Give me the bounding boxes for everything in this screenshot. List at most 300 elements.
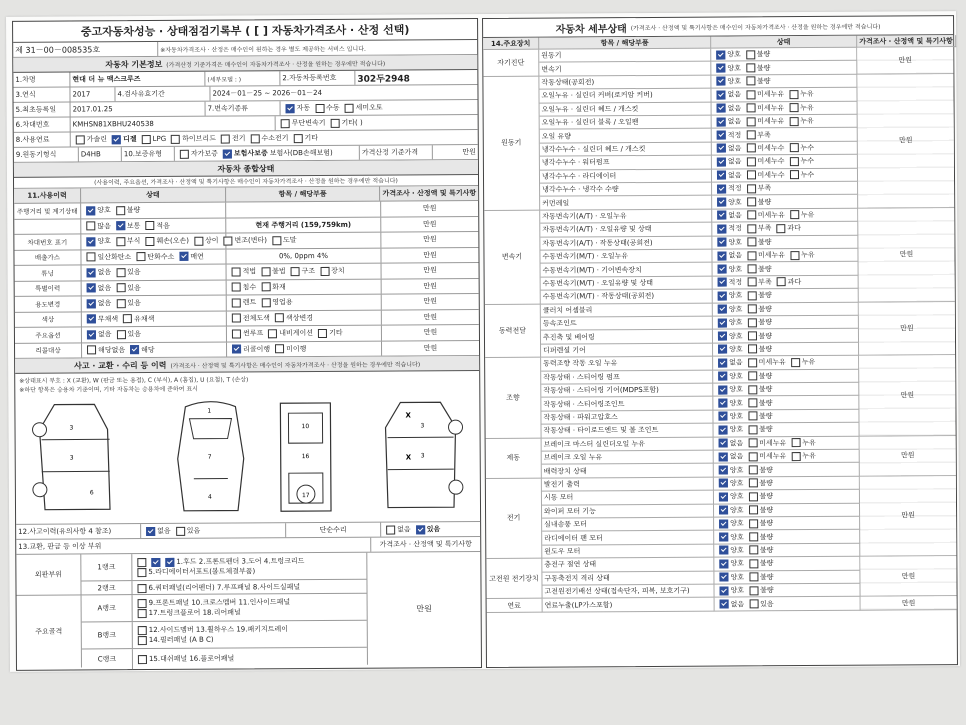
outer-panel-label: 외판부위 — [16, 554, 81, 594]
detail-item: 커먼레일 — [540, 196, 712, 210]
detail-state-checkbox[interactable] — [791, 438, 800, 447]
label-simple-repair: 단순수리 — [286, 523, 381, 538]
detail-state-checkbox[interactable] — [746, 130, 755, 139]
detail-state-checkbox[interactable] — [719, 559, 728, 568]
detail-state-checkbox[interactable] — [749, 599, 758, 608]
detail-item: 발전기 출력 — [542, 477, 714, 491]
fuel-option — [109, 134, 137, 144]
detail-state-checkbox[interactable] — [718, 278, 727, 287]
summary-row-amount: 만원 — [423, 344, 438, 353]
detail-state-checkbox[interactable] — [719, 439, 728, 448]
summary-item-option-label: 화재 — [272, 282, 286, 292]
summary-item-option-label: 구조 — [301, 267, 316, 276]
fuel-option — [139, 134, 167, 143]
summary-state-checkbox[interactable] — [116, 283, 125, 292]
rank2-items: 6.쿼터패널(리어펜더) 7.루프패널 8.사이드실패널 — [148, 583, 301, 593]
svg-text:7: 7 — [207, 453, 212, 461]
summary-state-option-label: 변조(변타) — [234, 236, 268, 245]
summary-item-checkbox[interactable] — [320, 267, 329, 276]
detail-state-checkbox[interactable] — [746, 144, 755, 153]
detail-state-option-label: 불량 — [758, 412, 773, 421]
opt-semiauto: 세미오토 — [355, 103, 383, 112]
detail-state-option — [786, 156, 814, 166]
summary-item-option — [258, 266, 286, 276]
detail-state-option — [744, 304, 772, 314]
summary-state-checkbox[interactable] — [86, 253, 95, 262]
summary-state-option-label: 양호 — [97, 237, 111, 246]
summary-item-option-label: 미이행 — [286, 344, 307, 353]
detail-state-checkbox[interactable] — [718, 385, 727, 394]
summary-state-checkbox[interactable] — [116, 330, 125, 339]
detail-state-checkbox[interactable] — [719, 506, 728, 515]
fuel-option-label: 가솔린 — [86, 135, 108, 144]
detail-state-option-label: 불량 — [758, 305, 772, 314]
checkbox-semiauto[interactable] — [345, 103, 354, 112]
detail-state — [712, 155, 858, 169]
detail-state-checkbox[interactable] — [718, 399, 727, 408]
summary-item-checkbox[interactable] — [261, 283, 270, 292]
detail-state-checkbox[interactable] — [746, 50, 755, 59]
detail-state-checkbox[interactable] — [749, 519, 758, 528]
accident-title: 사고 · 교환 · 수리 등 이력 — [74, 360, 167, 370]
detail-state-option — [788, 438, 816, 448]
detail-state-checkbox[interactable] — [717, 198, 726, 207]
checkbox-insurer-warranty[interactable] — [223, 149, 232, 158]
detail-state-checkbox[interactable] — [747, 224, 756, 233]
summary-item-option-label: 불법 — [272, 267, 286, 276]
detail-state-checkbox[interactable] — [747, 184, 756, 193]
detail-state-checkbox[interactable] — [789, 144, 798, 153]
summary-state-checkbox[interactable] — [116, 221, 125, 230]
checkbox-accident-none[interactable] — [146, 527, 155, 536]
checkbox-cvt[interactable] — [281, 119, 290, 128]
summary-state-checkbox[interactable] — [87, 284, 96, 293]
detail-state-option — [787, 170, 815, 180]
detail-state — [712, 141, 858, 155]
detail-state-checkbox[interactable] — [747, 305, 756, 314]
detail-state-option — [746, 505, 774, 515]
detail-state-option-label: 양호 — [729, 345, 743, 354]
summary-state-checkbox[interactable] — [179, 252, 188, 261]
detail-state-checkbox[interactable] — [717, 144, 726, 153]
summary-item-checkbox[interactable] — [232, 283, 241, 292]
checkbox-door[interactable] — [165, 557, 174, 566]
detail-state-checkbox[interactable] — [717, 117, 726, 126]
svg-text:10: 10 — [301, 423, 310, 431]
fuel-option — [73, 134, 107, 144]
checkbox-repair-yes[interactable] — [416, 525, 425, 534]
detail-state-checkbox[interactable] — [717, 184, 726, 193]
detail-item: 작동상태 · 스티어링 기어(MDPS포함) — [541, 384, 713, 398]
detail-state-option — [713, 63, 741, 73]
detail-state-checkbox[interactable] — [748, 439, 757, 448]
detail-state — [713, 356, 859, 370]
detail-state-checkbox[interactable] — [719, 533, 728, 542]
detail-state-checkbox[interactable] — [747, 291, 756, 300]
detail-state-checkbox[interactable] — [716, 77, 725, 86]
detail-state-checkbox[interactable] — [747, 264, 756, 273]
summary-item-checkbox[interactable] — [261, 298, 270, 307]
detail-state-checkbox[interactable] — [747, 197, 756, 206]
summary-state-option-label: 유채색 — [134, 314, 155, 323]
opt-accident-yes: 있음 — [186, 526, 201, 535]
rankB-label: B랭크 — [82, 622, 133, 648]
summary-state-checkbox[interactable] — [86, 222, 95, 231]
summary-row-item — [227, 341, 382, 356]
detail-group — [487, 596, 957, 612]
detail-state-checkbox[interactable] — [719, 519, 728, 528]
detail-state-checkbox[interactable] — [748, 345, 757, 354]
detail-state-option-label: 미세누수 — [757, 157, 785, 166]
detail-state — [714, 436, 860, 450]
checkbox-repair-none[interactable] — [386, 525, 395, 534]
detail-state-checkbox[interactable] — [719, 479, 728, 488]
summary-state-checkbox[interactable] — [87, 299, 96, 308]
detail-state-checkbox[interactable] — [746, 63, 755, 72]
rankA-items: 9.프론트패널 10.크로스멤버 11.인사이드패널 — [148, 598, 291, 608]
detail-state-option — [716, 559, 744, 569]
detail-state-checkbox[interactable] — [717, 104, 726, 113]
checkbox-front-fender[interactable] — [151, 557, 160, 566]
rankC-items: 15.대쉬패널 16.플로어패널 — [148, 654, 235, 664]
detail-state-checkbox[interactable] — [719, 425, 728, 434]
summary-row-item — [226, 202, 381, 217]
detail-state — [713, 383, 859, 397]
checkbox-manual[interactable] — [315, 103, 324, 112]
detail-state-checkbox[interactable] — [790, 251, 799, 260]
detail-state-option — [715, 411, 743, 421]
detail-state-option-label: 미세누유 — [759, 438, 787, 448]
detail-state-option — [743, 143, 784, 153]
summary-state-checkbox[interactable] — [272, 236, 281, 245]
summary-state-checkbox[interactable] — [123, 314, 132, 323]
detail-state-option — [714, 103, 742, 113]
checkbox-auto[interactable] — [286, 104, 295, 113]
summary-state-checkbox[interactable] — [145, 221, 154, 230]
detail-state-checkbox[interactable] — [719, 573, 728, 582]
detail-amount: 만원 — [859, 302, 955, 356]
detail-item: 작동상태(공회전) — [539, 75, 711, 89]
detail-state-option — [745, 398, 773, 408]
detail-state-checkbox[interactable] — [717, 251, 726, 260]
detail-state-checkbox[interactable] — [748, 398, 757, 407]
detail-state — [714, 450, 860, 464]
detail-state-checkbox[interactable] — [748, 425, 757, 434]
summary-item-checkbox[interactable] — [232, 267, 241, 276]
detail-item: 냉각수누수 · 라디에이터 — [540, 169, 712, 183]
detail-item: 수동변속기(M/T) · 오일유량 및 상태 — [541, 276, 713, 290]
detail-state-checkbox[interactable] — [789, 103, 798, 112]
detail-state-option — [746, 545, 774, 555]
detail-state — [712, 235, 858, 249]
detail-state-checkbox[interactable] — [789, 117, 798, 126]
detail-state-checkbox[interactable] — [718, 345, 727, 354]
detail-state-option-label: 과다 — [787, 224, 801, 233]
detail-group-name: 동력전달 — [485, 304, 541, 358]
detail-item: 브레이크 마스터 실린더오일 누유 — [542, 437, 714, 451]
detail-state-option — [787, 250, 815, 260]
detail-state-option-label: 양호 — [728, 331, 743, 341]
detail-state-checkbox[interactable] — [719, 452, 728, 461]
summary-item-checkbox[interactable] — [275, 313, 284, 322]
detail-state-checkbox[interactable] — [748, 465, 757, 474]
detail-state-checkbox[interactable] — [747, 331, 756, 340]
detail-state — [712, 128, 858, 142]
detail-state-checkbox[interactable] — [747, 211, 756, 220]
detail-state-option-label: 불량 — [758, 264, 772, 273]
detail-item: 오일누유 · 실린더 헤드 / 개스킷 — [540, 102, 712, 116]
summary-item-checkbox[interactable] — [232, 329, 241, 338]
detail-state-checkbox[interactable] — [746, 157, 755, 166]
detail-state-checkbox[interactable] — [749, 586, 758, 595]
fuel-checkbox[interactable] — [294, 134, 303, 143]
detail-state — [713, 369, 859, 383]
fuel-checkbox[interactable] — [112, 135, 121, 144]
detail-state-option-label: 누수 — [800, 157, 815, 166]
detail-state-checkbox[interactable] — [717, 157, 726, 166]
detail-state-option-label: 없음 — [727, 171, 742, 180]
summary-state-option-label: 없음 — [97, 330, 112, 339]
detail-state — [713, 275, 859, 289]
detail-state-checkbox[interactable] — [790, 211, 799, 220]
summary-state-checkbox[interactable] — [87, 330, 96, 339]
detail-state-checkbox[interactable] — [718, 305, 727, 314]
detail-state-checkbox[interactable] — [748, 492, 757, 501]
summary-state-checkbox[interactable] — [87, 315, 96, 324]
detail-state-checkbox[interactable] — [748, 385, 757, 394]
summary-state-checkbox[interactable] — [136, 252, 145, 261]
detail-state-checkbox[interactable] — [719, 546, 728, 555]
detail-state-checkbox[interactable] — [717, 211, 726, 220]
detail-state-checkbox[interactable] — [720, 600, 729, 609]
summary-state-option-label: 있음 — [127, 330, 142, 339]
detail-state-checkbox[interactable] — [747, 318, 756, 327]
detail-state-checkbox[interactable] — [791, 452, 800, 461]
checkbox-accident-yes[interactable] — [176, 526, 185, 535]
label-engine-type: 9.원동기형식 — [14, 147, 79, 161]
detail-group-name: 전기 — [486, 478, 542, 559]
summary-item-checkbox[interactable] — [275, 344, 284, 353]
summary-item-option-label: 썬루프 — [242, 329, 264, 338]
detail-state-checkbox[interactable] — [716, 50, 725, 59]
value-engine-type: D4HB — [79, 147, 122, 161]
detail-state-checkbox[interactable] — [789, 90, 798, 99]
detail-state-option — [744, 210, 785, 220]
detail-state-checkbox[interactable] — [719, 586, 728, 595]
detail-state-checkbox[interactable] — [748, 479, 757, 488]
exchange-amount: 만원 — [366, 552, 481, 665]
detail-state-checkbox[interactable] — [719, 466, 728, 475]
detail-state-option — [744, 264, 772, 274]
detail-state-option — [743, 170, 784, 180]
summary-item-checkbox[interactable] — [232, 314, 241, 323]
summary-state-checkbox[interactable] — [116, 299, 125, 308]
detail-state-checkbox[interactable] — [790, 170, 799, 179]
detail-item: 자동변속기(A/T) · 오일누유 — [540, 209, 712, 223]
fuel-checkbox[interactable] — [250, 134, 259, 143]
detail-state-option-label: 양호 — [729, 412, 744, 421]
detail-amount: 만원 — [860, 436, 956, 477]
detail-state-checkbox[interactable] — [749, 532, 758, 541]
detail-state-option — [716, 532, 744, 542]
summary-item-checkbox[interactable] — [291, 267, 300, 276]
detail-state — [712, 222, 858, 236]
detail-state — [712, 168, 858, 182]
summary-item-checkbox[interactable] — [261, 267, 270, 276]
detail-state-checkbox[interactable] — [716, 90, 725, 99]
detail-item: 배력장치 상태 — [542, 464, 714, 478]
detail-state-option-label: 부족 — [757, 224, 772, 233]
detail-group-name: 조향 — [485, 358, 541, 439]
detail-state-option — [713, 90, 741, 100]
fuel-option — [218, 133, 246, 143]
summary-state-checkbox[interactable] — [116, 237, 125, 246]
summary-state-option — [142, 236, 189, 246]
detail-state-checkbox[interactable] — [717, 171, 726, 180]
summary-state-checkbox[interactable] — [87, 268, 96, 277]
detail-state-checkbox[interactable] — [748, 358, 757, 367]
detail-state-checkbox[interactable] — [747, 238, 756, 247]
detail-state-checkbox[interactable] — [747, 251, 756, 260]
summary-row-label: 튜닝 — [15, 265, 82, 280]
value-first-registration: 2017.01.25 — [71, 102, 206, 117]
detail-state-checkbox[interactable] — [746, 171, 755, 180]
summary-state-checkbox[interactable] — [116, 268, 125, 277]
detail-state-checkbox[interactable] — [717, 238, 726, 247]
summary-item-option-label: 영업용 — [272, 298, 293, 307]
detail-state — [712, 195, 858, 209]
detail-state-option — [745, 358, 786, 368]
left-column — [12, 18, 482, 671]
detail-state-checkbox[interactable] — [718, 291, 727, 300]
detail-table-body — [483, 47, 956, 613]
detail-state-option-label: 미세누유 — [758, 358, 786, 367]
detail-state — [713, 302, 859, 316]
summary-row-state — [82, 296, 227, 311]
checkbox-self-warranty[interactable] — [180, 149, 189, 158]
summary-state-checkbox[interactable] — [194, 236, 203, 245]
detail-state-checkbox[interactable] — [789, 157, 798, 166]
summary-item-option-label: 내비게이션 — [279, 329, 314, 338]
vehicle-diagram — [15, 371, 480, 525]
summary-row-label: 용도변경 — [15, 296, 82, 311]
detail-state-option — [716, 586, 744, 596]
detail-state-checkbox[interactable] — [749, 559, 758, 568]
fuel-checkbox[interactable] — [171, 134, 180, 143]
exchange-amount-header: 가격조사 · 산정액 및 특기사항 — [379, 540, 472, 549]
fuel-checkbox[interactable] — [221, 134, 230, 143]
detail-state-option-label: 미세누유 — [757, 90, 785, 99]
rankA-label: A랭크 — [82, 595, 133, 621]
detail-state-checkbox[interactable] — [746, 117, 755, 126]
summary-state-checkbox[interactable] — [130, 345, 139, 354]
detail-state-option — [715, 318, 743, 328]
detail-state-option-label: 양호 — [729, 479, 744, 488]
detail-state-checkbox[interactable] — [791, 358, 800, 367]
summary-item-option — [315, 328, 343, 338]
detail-state-checkbox[interactable] — [747, 278, 756, 287]
detail-state-checkbox[interactable] — [719, 492, 728, 501]
summary-state-checkbox[interactable] — [87, 346, 96, 355]
detail-state — [714, 463, 860, 477]
detail-state-option — [714, 237, 742, 247]
detail-state-checkbox[interactable] — [749, 573, 758, 582]
fuel-checkbox[interactable] — [76, 135, 85, 144]
summary-state-checkbox[interactable] — [86, 206, 95, 215]
detail-state-checkbox[interactable] — [749, 506, 758, 515]
summary-state-option — [84, 345, 125, 355]
detail-item: 윈도우 모터 — [542, 544, 714, 558]
detail-state-option — [715, 304, 743, 314]
detail-state-checkbox[interactable] — [716, 64, 725, 73]
summary-state-option — [191, 236, 219, 246]
fuel-checkbox[interactable] — [142, 135, 151, 144]
detail-state-option — [744, 331, 772, 341]
summary-state-option-label: 양호 — [97, 206, 111, 215]
summary-state-option-label: 없음 — [97, 299, 112, 308]
detail-state-checkbox[interactable] — [718, 265, 727, 274]
detail-state-checkbox[interactable] — [748, 372, 757, 381]
detail-state-option-label: 불량 — [758, 371, 773, 381]
detail-state-checkbox[interactable] — [717, 131, 726, 140]
summary-item-checkbox[interactable] — [232, 345, 241, 354]
detail-state-checkbox[interactable] — [718, 358, 727, 367]
summary-item-option — [265, 328, 313, 338]
detail-state-checkbox[interactable] — [718, 372, 727, 381]
summary-row-label: 특별이력 — [15, 281, 82, 296]
detail-state-checkbox[interactable] — [746, 77, 755, 86]
detail-state-checkbox[interactable] — [717, 224, 726, 233]
detail-state-option — [788, 451, 816, 461]
fuel-option — [291, 133, 319, 143]
detail-state-checkbox[interactable] — [776, 224, 785, 233]
detail-state-option — [788, 357, 816, 367]
detail-state-option-label: 불량 — [757, 197, 772, 206]
detail-state-checkbox[interactable] — [718, 412, 727, 421]
summary-state-checkbox[interactable] — [223, 236, 232, 245]
detail-state-checkbox[interactable] — [746, 90, 755, 99]
detail-state-option-label: 양호 — [729, 385, 743, 394]
detail-state-checkbox[interactable] — [749, 546, 758, 555]
detail-item: 자동변속기(A/T) · 작동상태(공회전) — [540, 236, 712, 250]
detail-state-option-label: 양호 — [730, 506, 744, 515]
detail-state-checkbox[interactable] — [746, 104, 755, 113]
detail-state-option — [714, 130, 742, 140]
summary-item-checkbox[interactable] — [268, 329, 277, 338]
summary-item-checkbox[interactable] — [318, 329, 327, 338]
detail-state-checkbox[interactable] — [748, 412, 757, 421]
checkbox-trans-other[interactable] — [330, 118, 339, 127]
summary-item-checkbox[interactable] — [232, 298, 241, 307]
rank1-label: 1랭크 — [81, 554, 132, 580]
summary-row-label: 리콜대상 — [15, 343, 82, 358]
detail-state-checkbox[interactable] — [718, 332, 727, 341]
detail-group — [483, 47, 953, 77]
label-accident-history: 12.사고이력(유의사항 4 참조) — [16, 524, 141, 539]
summary-state-checkbox[interactable] — [145, 237, 154, 246]
detail-state-checkbox[interactable] — [718, 318, 727, 327]
detail-state-checkbox[interactable] — [777, 278, 786, 287]
detail-state-option-label: 적정 — [728, 184, 742, 193]
summary-row-label: 차대번호 표기 — [14, 234, 81, 249]
fuel-option-label: 전기 — [231, 134, 246, 143]
detail-state-checkbox[interactable] — [748, 452, 757, 461]
detail-state — [713, 409, 859, 423]
rank1-items-b: 5.라디에이터서포트(볼트체결부품) — [148, 567, 256, 577]
summary-state-checkbox[interactable] — [86, 237, 95, 246]
summary-state-checkbox[interactable] — [116, 206, 125, 215]
detail-amount: 만원 — [857, 74, 954, 209]
